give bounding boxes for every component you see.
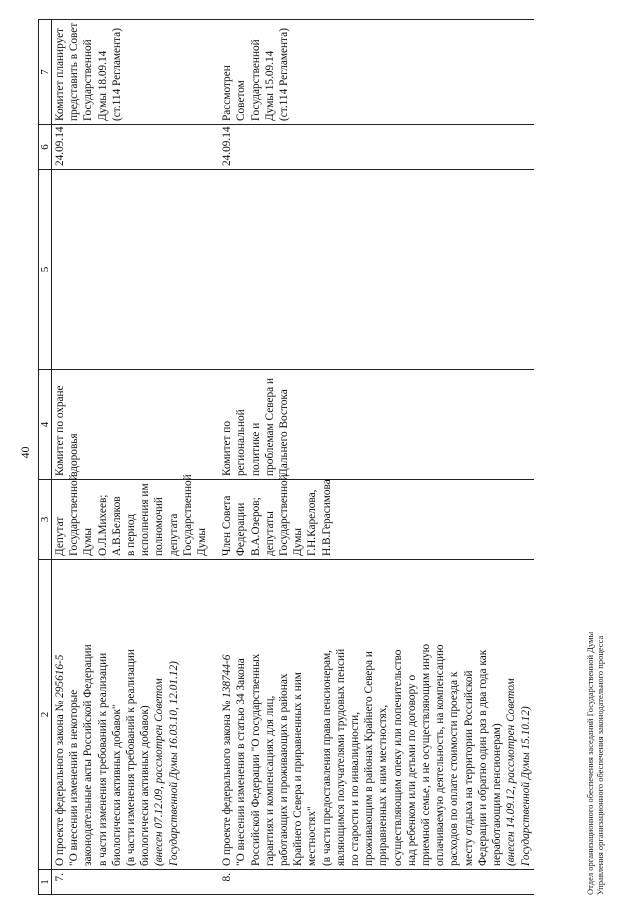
- committee-line: политике и: [249, 422, 262, 476]
- author-line: Федерации: [235, 502, 248, 556]
- bill-note-line: (внесен 14.09.12, рассмотрен Советом: [505, 678, 518, 866]
- bill-note-line: Государственной Думы 15.10.12): [519, 706, 532, 866]
- bill-title-line: приравненных к ним местностях,: [377, 704, 390, 866]
- bill-title-line: гарантиях и компенсациях для лиц,: [263, 695, 276, 866]
- column-number: 3: [39, 480, 52, 560]
- author-line: Думы: [292, 528, 305, 556]
- bill-title-line: работающих и проживающих в районах: [278, 673, 291, 866]
- author-line: О.Л.Михеев;: [96, 494, 109, 556]
- bill-title-line: О проекте федерального закона № 295616-5: [54, 654, 66, 866]
- row-number-cell: [52, 870, 211, 895]
- status-line: представить в Совет: [68, 22, 81, 121]
- committee-line: Комитет по охране: [54, 385, 66, 476]
- column-number: 6: [39, 125, 52, 170]
- bill-title-line: местностях": [306, 806, 319, 866]
- date: 24.09.14: [221, 126, 234, 166]
- committee-cell: [210, 370, 533, 480]
- bill-note-line: (внесен 07.12.09, рассмотрен Советом: [153, 678, 166, 866]
- column-number-row: [39, 20, 52, 895]
- bill-title-line: неработающим пенсионерам): [491, 723, 504, 866]
- author-line: Государственной: [181, 474, 194, 556]
- committee-line: Комитет по: [221, 420, 234, 476]
- bill-title-line: "О внесении изменений в некоторые: [68, 689, 81, 866]
- column-5-cell: [52, 170, 211, 370]
- bill-title-cell: [52, 560, 211, 870]
- bill-title-line: Российской Федерации "О государственных: [249, 653, 262, 866]
- status-line: Думы 15.09.14: [263, 50, 276, 121]
- column-number: 5: [39, 170, 52, 370]
- committee-line: проблемам Севера и: [263, 377, 276, 476]
- column-number: 4: [39, 370, 52, 480]
- bill-number: 295616-5: [54, 654, 66, 698]
- committee-line: здоровья: [68, 433, 81, 476]
- date: 24.09.14: [54, 126, 66, 166]
- column-5-cell: [210, 170, 533, 370]
- status-line: Рассмотрен: [221, 65, 234, 121]
- bill-title-line: (в части предоставления права пенсионерам,: [320, 650, 333, 866]
- bill-title-cell: [210, 560, 533, 870]
- author-line: А.В.Беляков: [110, 496, 123, 556]
- footer-line: Управления организационного обеспечения законодательного процесса: [595, 635, 605, 895]
- author-line: в период: [125, 514, 138, 556]
- date-cell: [210, 125, 533, 170]
- author-line: Государственной: [68, 474, 81, 556]
- bill-title-line: являющимся получателями трудовых пенсий: [334, 648, 347, 866]
- committee-line: Дальнего Востока: [278, 389, 291, 476]
- author-line: Г.Н.Карелова,: [306, 489, 319, 556]
- committee-cell: [52, 370, 211, 480]
- column-number: 1: [39, 870, 52, 895]
- footer-line: Отдел организационного обеспечения заседаний Государственной Думы: [585, 631, 595, 895]
- status-line: Государственной: [249, 39, 262, 121]
- footer: [585, 632, 605, 895]
- bill-title-line: расходов по оплате стоимости проезда к: [448, 671, 461, 866]
- status-cell: [52, 20, 211, 125]
- row-number-cell: [210, 870, 533, 895]
- bill-title-line: в части изменения требований к реализации: [96, 652, 109, 866]
- author-cell: [210, 474, 533, 560]
- author-line: В.А.Озеров;: [249, 497, 262, 556]
- bill-title-line: над ребенком или детьми по договору о: [405, 674, 418, 866]
- author-cell: [52, 474, 211, 560]
- author-line: Член Совета: [221, 495, 234, 556]
- bills-table: [38, 19, 534, 895]
- author-line: депутаты: [263, 511, 276, 556]
- committee-line: региональной: [235, 409, 248, 476]
- bill-title-line: Крайнего Севера и приравненных к ним: [292, 672, 305, 866]
- status-line: Государственной: [82, 39, 95, 121]
- column-number: 2: [39, 560, 52, 870]
- table-row: [210, 20, 533, 895]
- bill-title-line: О проекте федерального закона № 138744-6: [221, 654, 234, 866]
- bill-title-line: законодательные акты Российской Федерации: [82, 644, 95, 866]
- page-number: 40: [18, 446, 32, 459]
- bill-title-line: по старости и по инвалидности,: [349, 711, 362, 866]
- row-number: 7.: [54, 873, 66, 882]
- bill-title-line: (в части изменения требований к реализации: [125, 649, 138, 866]
- bill-title-line: Федерации и обратно один раз в два года как: [476, 649, 489, 866]
- status-line: Советом: [235, 80, 248, 121]
- bill-title-line: биологически активных добавок": [110, 704, 123, 866]
- status-cell: [210, 20, 533, 125]
- author-line: исполнения им: [139, 483, 152, 556]
- table-row: [52, 20, 211, 895]
- bill-title-line: "О внесении изменения в статью 34 Закона: [235, 658, 248, 866]
- bill-title-line: приемной семье, и не осуществляющим иную: [420, 643, 433, 866]
- author-line: Государственной: [278, 474, 291, 556]
- date-cell: [52, 125, 211, 170]
- bill-note-line: Государственной Думы 16.03.10, 12.01.12): [167, 661, 180, 866]
- author-line: Думы: [196, 528, 209, 556]
- bill-title-line: месту отдыха на территории Российской: [462, 670, 475, 866]
- status-line: (ст.114 Регламента): [110, 28, 123, 121]
- status-line: Думы 18.09.14: [96, 50, 109, 121]
- bill-title-line: биологически активных добавок): [139, 705, 152, 866]
- row-number: 8.: [221, 873, 234, 882]
- bill-title-line: проживающим в районах Крайнего Севера и: [363, 651, 376, 866]
- author-line: Н.В.Герасимова: [320, 479, 333, 556]
- column-number: 7: [39, 20, 52, 125]
- bill-title-line: осуществляющим опеку или попечительство: [391, 649, 404, 866]
- author-line: Думы: [82, 528, 95, 556]
- bill-title-line: оплачиваемую деятельность, на компенсацию: [434, 644, 447, 866]
- author-line: полномочий: [153, 497, 166, 556]
- bill-number: 138744-6: [221, 654, 234, 698]
- author-line: Депутат: [54, 516, 66, 556]
- author-line: депутата: [167, 513, 180, 556]
- status-line: Комитет планирует: [54, 27, 66, 121]
- status-line: (ст.114 Регламента): [278, 28, 291, 121]
